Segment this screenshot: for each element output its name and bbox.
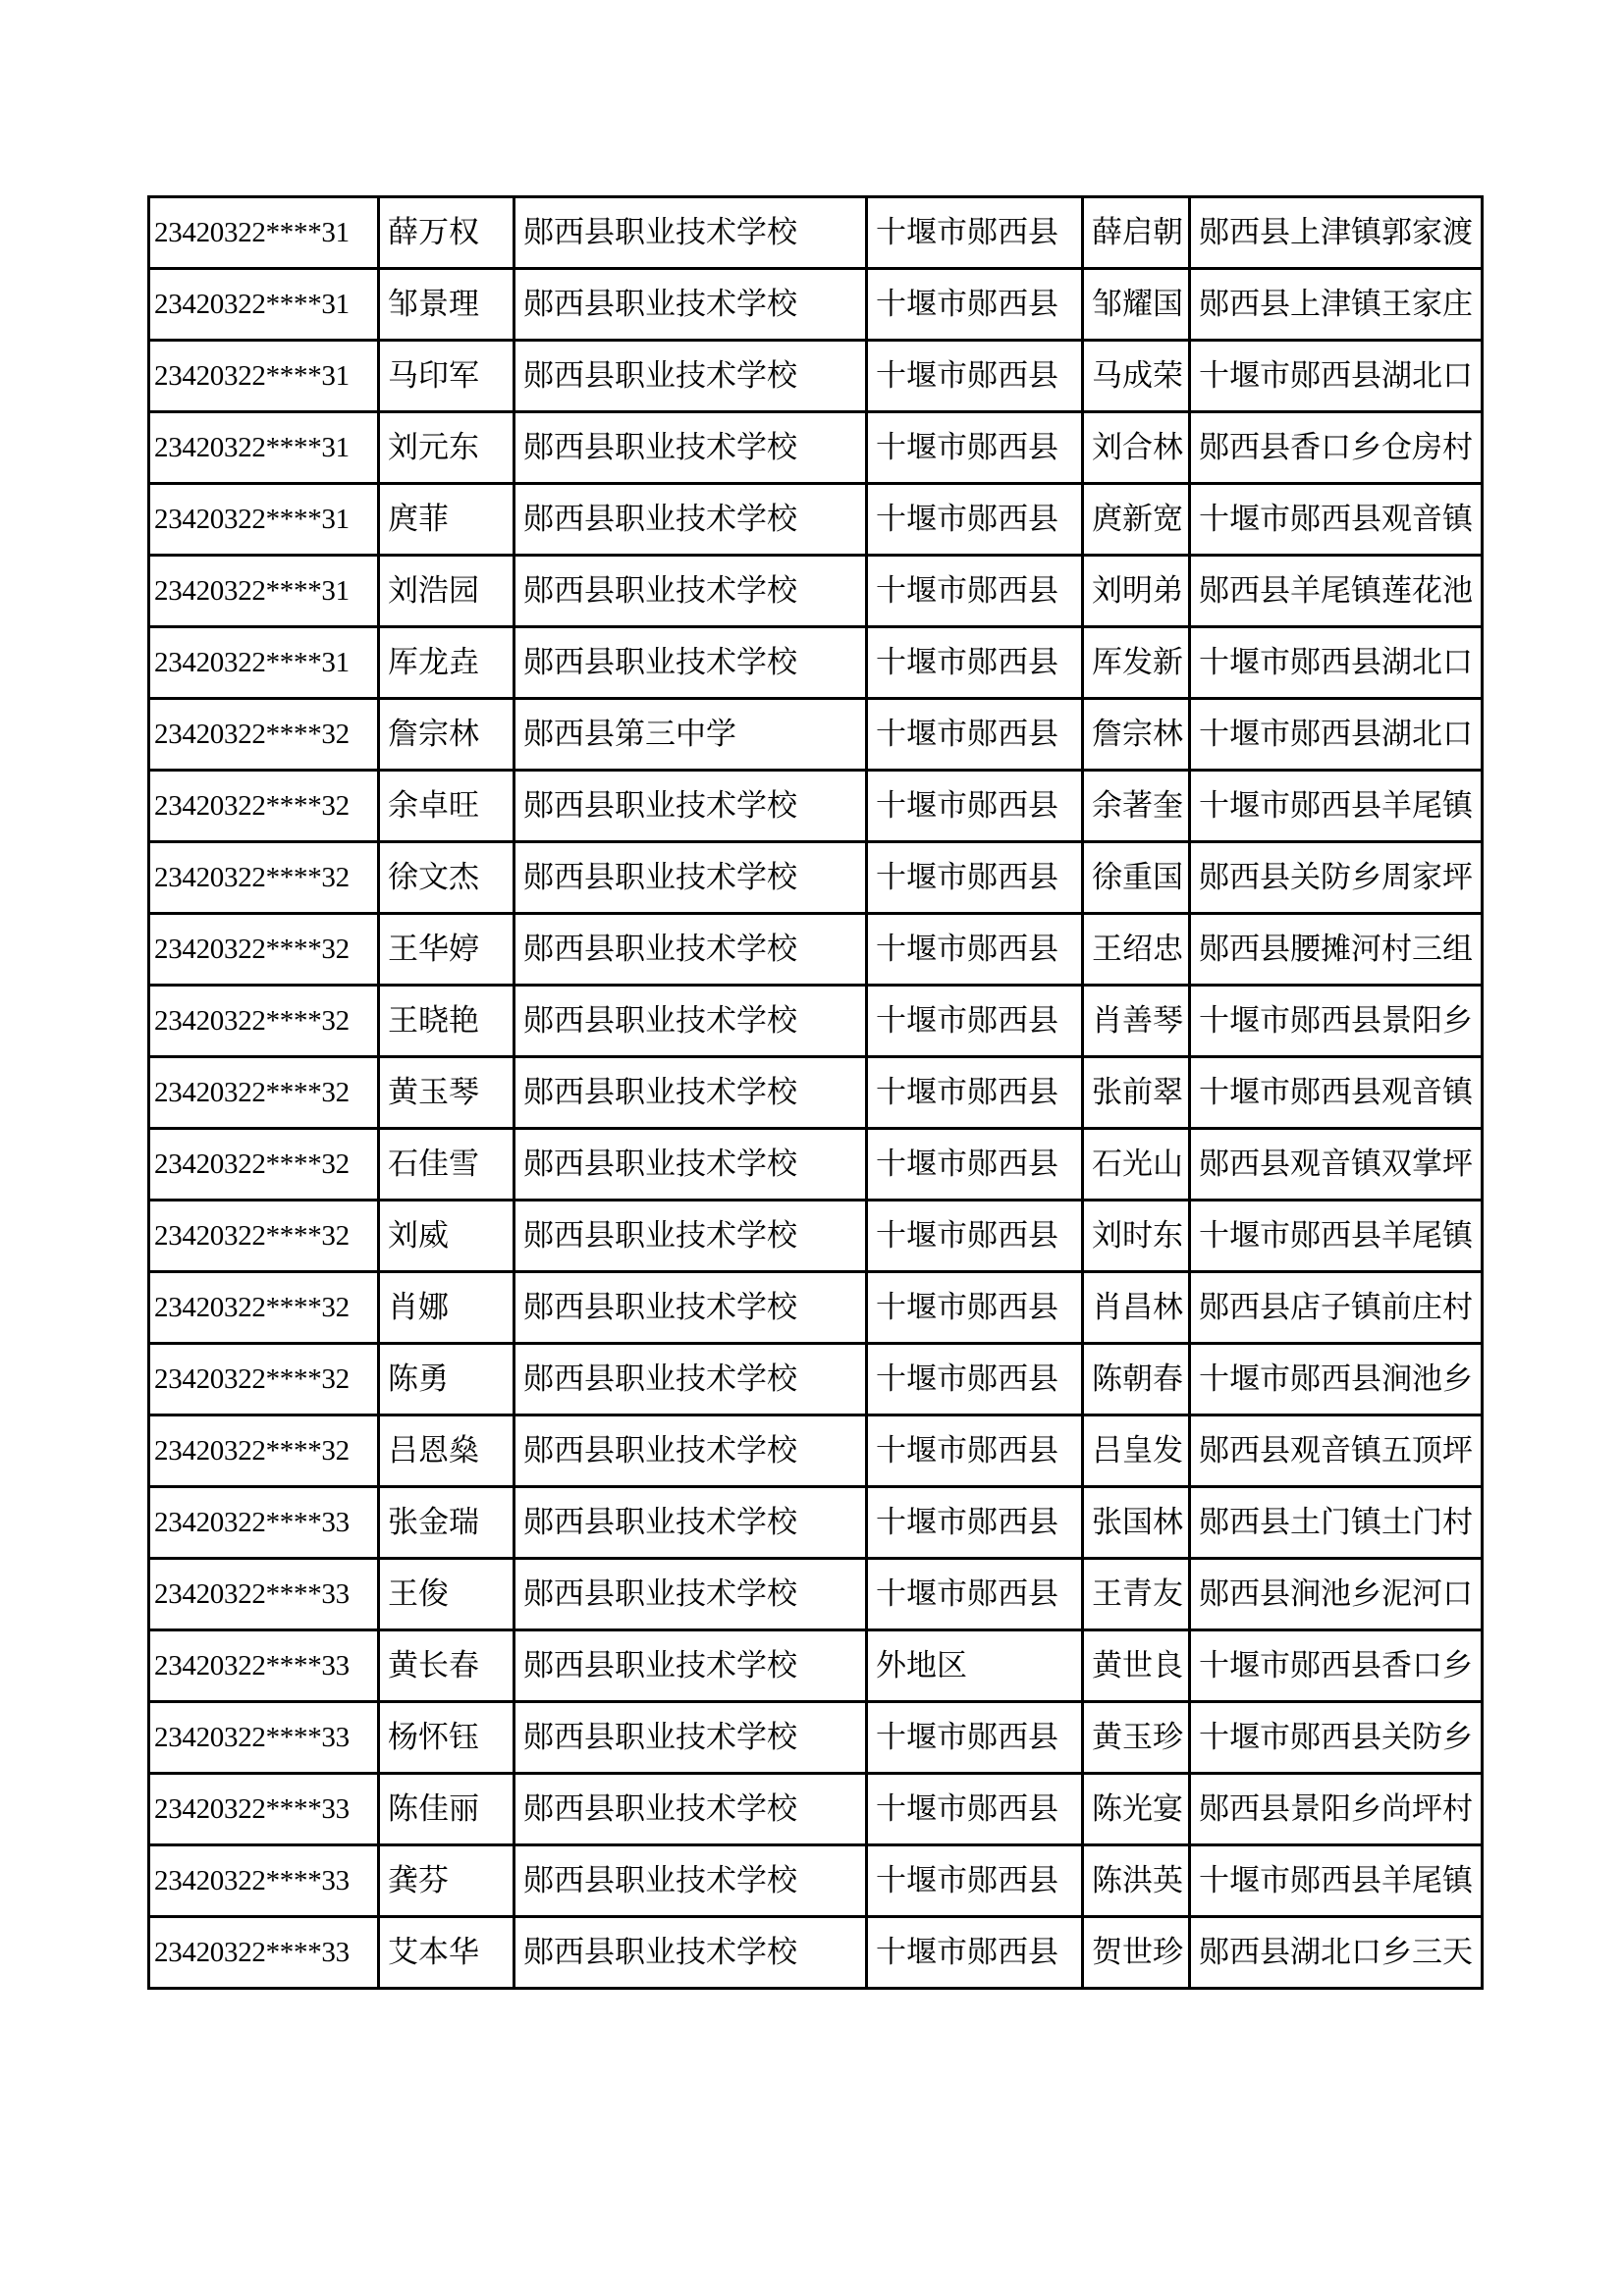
table-row bbox=[149, 1272, 1483, 1344]
region-cell: 十堰市郧西县 bbox=[867, 986, 1083, 1057]
school-cell: 郧西县职业技术学校 bbox=[514, 556, 867, 627]
student-id-cell: 23420322****32 bbox=[149, 842, 379, 914]
table-row bbox=[149, 269, 1483, 341]
address-cell: 十堰市郧西县观音镇 bbox=[1190, 1057, 1483, 1129]
table-row bbox=[149, 986, 1483, 1057]
guardian-name-cell: 张前翠 bbox=[1083, 1057, 1190, 1129]
guardian-name-cell: 肖善琴 bbox=[1083, 986, 1190, 1057]
student-name-cell: 陈佳丽 bbox=[379, 1774, 514, 1845]
student-id-cell: 23420322****32 bbox=[149, 1272, 379, 1344]
table-row bbox=[149, 197, 1483, 269]
school-cell: 郧西县职业技术学校 bbox=[514, 1344, 867, 1415]
student-id-cell: 23420322****31 bbox=[149, 341, 379, 412]
school-cell: 郧西县职业技术学校 bbox=[514, 269, 867, 341]
guardian-name-cell: 王绍忠 bbox=[1083, 914, 1190, 986]
student-id-cell: 23420322****31 bbox=[149, 556, 379, 627]
region-cell: 十堰市郧西县 bbox=[867, 1559, 1083, 1630]
guardian-name-cell: 庹新宽 bbox=[1083, 484, 1190, 556]
school-cell: 郧西县职业技术学校 bbox=[514, 986, 867, 1057]
address-cell: 郧西县香口乡仓房村 bbox=[1190, 412, 1483, 484]
address-cell: 郧西县土门镇土门村 bbox=[1190, 1487, 1483, 1559]
address-cell: 郧西县观音镇双掌坪 bbox=[1190, 1129, 1483, 1201]
student-id-cell: 23420322****33 bbox=[149, 1487, 379, 1559]
student-id-cell: 23420322****33 bbox=[149, 1559, 379, 1630]
school-cell: 郧西县职业技术学校 bbox=[514, 1201, 867, 1272]
region-cell: 十堰市郧西县 bbox=[867, 556, 1083, 627]
region-cell: 十堰市郧西县 bbox=[867, 842, 1083, 914]
guardian-name-cell: 余著奎 bbox=[1083, 771, 1190, 842]
student-name-cell: 刘威 bbox=[379, 1201, 514, 1272]
student-name-cell: 龚芬 bbox=[379, 1845, 514, 1917]
student-name-cell: 吕恩燊 bbox=[379, 1415, 514, 1487]
table-row bbox=[149, 1129, 1483, 1201]
table-row bbox=[149, 341, 1483, 412]
student-name-cell: 厍龙垚 bbox=[379, 627, 514, 699]
guardian-name-cell: 张国林 bbox=[1083, 1487, 1190, 1559]
school-cell: 郧西县职业技术学校 bbox=[514, 914, 867, 986]
student-name-cell: 黄玉琴 bbox=[379, 1057, 514, 1129]
student-id-cell: 23420322****32 bbox=[149, 1057, 379, 1129]
school-cell: 郧西县职业技术学校 bbox=[514, 1917, 867, 1989]
region-cell: 十堰市郧西县 bbox=[867, 699, 1083, 771]
region-cell: 十堰市郧西县 bbox=[867, 412, 1083, 484]
guardian-name-cell: 刘合林 bbox=[1083, 412, 1190, 484]
table-row bbox=[149, 1487, 1483, 1559]
table-row bbox=[149, 412, 1483, 484]
region-cell: 十堰市郧西县 bbox=[867, 197, 1083, 269]
student-id-cell: 23420322****32 bbox=[149, 914, 379, 986]
guardian-name-cell: 黄玉珍 bbox=[1083, 1702, 1190, 1774]
student-name-cell: 庹菲 bbox=[379, 484, 514, 556]
guardian-name-cell: 陈朝春 bbox=[1083, 1344, 1190, 1415]
student-id-cell: 23420322****33 bbox=[149, 1702, 379, 1774]
student-name-cell: 邹景理 bbox=[379, 269, 514, 341]
address-cell: 郧西县腰摊河村三组 bbox=[1190, 914, 1483, 986]
address-cell: 十堰市郧西县湖北口 bbox=[1190, 341, 1483, 412]
student-id-cell: 23420322****31 bbox=[149, 197, 379, 269]
student-id-cell: 23420322****32 bbox=[149, 1344, 379, 1415]
guardian-name-cell: 徐重国 bbox=[1083, 842, 1190, 914]
student-name-cell: 陈勇 bbox=[379, 1344, 514, 1415]
table-row bbox=[149, 1702, 1483, 1774]
table-row bbox=[149, 1344, 1483, 1415]
table-row bbox=[149, 1559, 1483, 1630]
student-name-cell: 王华婷 bbox=[379, 914, 514, 986]
region-cell: 十堰市郧西县 bbox=[867, 269, 1083, 341]
region-cell: 十堰市郧西县 bbox=[867, 914, 1083, 986]
guardian-name-cell: 邹耀国 bbox=[1083, 269, 1190, 341]
student-id-cell: 23420322****32 bbox=[149, 1415, 379, 1487]
student-id-cell: 23420322****32 bbox=[149, 986, 379, 1057]
school-cell: 郧西县职业技术学校 bbox=[514, 341, 867, 412]
region-cell: 外地区 bbox=[867, 1630, 1083, 1702]
region-cell: 十堰市郧西县 bbox=[867, 341, 1083, 412]
student-roster-table bbox=[147, 195, 1484, 1990]
roster-body bbox=[149, 197, 1483, 1989]
school-cell: 郧西县职业技术学校 bbox=[514, 1774, 867, 1845]
document-page bbox=[147, 195, 1481, 1990]
region-cell: 十堰市郧西县 bbox=[867, 1129, 1083, 1201]
region-cell: 十堰市郧西县 bbox=[867, 627, 1083, 699]
table-row bbox=[149, 627, 1483, 699]
student-id-cell: 23420322****33 bbox=[149, 1917, 379, 1989]
address-cell: 十堰市郧西县香口乡 bbox=[1190, 1630, 1483, 1702]
table-row bbox=[149, 914, 1483, 986]
student-name-cell: 余卓旺 bbox=[379, 771, 514, 842]
student-name-cell: 马印军 bbox=[379, 341, 514, 412]
student-name-cell: 刘元东 bbox=[379, 412, 514, 484]
region-cell: 十堰市郧西县 bbox=[867, 1057, 1083, 1129]
school-cell: 郧西县职业技术学校 bbox=[514, 1702, 867, 1774]
region-cell: 十堰市郧西县 bbox=[867, 771, 1083, 842]
region-cell: 十堰市郧西县 bbox=[867, 1415, 1083, 1487]
table-row bbox=[149, 484, 1483, 556]
table-row bbox=[149, 556, 1483, 627]
table-row bbox=[149, 1630, 1483, 1702]
address-cell: 郧西县上津镇郭家渡 bbox=[1190, 197, 1483, 269]
guardian-name-cell: 石光山 bbox=[1083, 1129, 1190, 1201]
school-cell: 郧西县职业技术学校 bbox=[514, 197, 867, 269]
school-cell: 郧西县职业技术学校 bbox=[514, 1415, 867, 1487]
address-cell: 郧西县上津镇王家庄 bbox=[1190, 269, 1483, 341]
region-cell: 十堰市郧西县 bbox=[867, 1702, 1083, 1774]
table-row bbox=[149, 1415, 1483, 1487]
region-cell: 十堰市郧西县 bbox=[867, 1487, 1083, 1559]
address-cell: 十堰市郧西县湖北口 bbox=[1190, 699, 1483, 771]
address-cell: 十堰市郧西县羊尾镇 bbox=[1190, 1845, 1483, 1917]
guardian-name-cell: 刘明弟 bbox=[1083, 556, 1190, 627]
guardian-name-cell: 陈洪英 bbox=[1083, 1845, 1190, 1917]
student-name-cell: 王俊 bbox=[379, 1559, 514, 1630]
school-cell: 郧西县职业技术学校 bbox=[514, 1129, 867, 1201]
school-cell: 郧西县第三中学 bbox=[514, 699, 867, 771]
address-cell: 十堰市郧西县羊尾镇 bbox=[1190, 1201, 1483, 1272]
region-cell: 十堰市郧西县 bbox=[867, 484, 1083, 556]
region-cell: 十堰市郧西县 bbox=[867, 1201, 1083, 1272]
guardian-name-cell: 贺世珍 bbox=[1083, 1917, 1190, 1989]
student-id-cell: 23420322****31 bbox=[149, 484, 379, 556]
region-cell: 十堰市郧西县 bbox=[867, 1845, 1083, 1917]
student-name-cell: 徐文杰 bbox=[379, 842, 514, 914]
address-cell: 郧西县景阳乡尚坪村 bbox=[1190, 1774, 1483, 1845]
student-id-cell: 23420322****31 bbox=[149, 269, 379, 341]
region-cell: 十堰市郧西县 bbox=[867, 1917, 1083, 1989]
table-row bbox=[149, 1774, 1483, 1845]
table-row bbox=[149, 1845, 1483, 1917]
school-cell: 郧西县职业技术学校 bbox=[514, 1487, 867, 1559]
school-cell: 郧西县职业技术学校 bbox=[514, 1057, 867, 1129]
address-cell: 十堰市郧西县观音镇 bbox=[1190, 484, 1483, 556]
student-name-cell: 肖娜 bbox=[379, 1272, 514, 1344]
guardian-name-cell: 詹宗林 bbox=[1083, 699, 1190, 771]
guardian-name-cell: 马成荣 bbox=[1083, 341, 1190, 412]
address-cell: 十堰市郧西县景阳乡 bbox=[1190, 986, 1483, 1057]
student-name-cell: 艾本华 bbox=[379, 1917, 514, 1989]
student-id-cell: 23420322****33 bbox=[149, 1630, 379, 1702]
region-cell: 十堰市郧西县 bbox=[867, 1344, 1083, 1415]
guardian-name-cell: 黄世良 bbox=[1083, 1630, 1190, 1702]
student-name-cell: 詹宗林 bbox=[379, 699, 514, 771]
address-cell: 郧西县观音镇五顶坪 bbox=[1190, 1415, 1483, 1487]
guardian-name-cell: 薛启朝 bbox=[1083, 197, 1190, 269]
student-id-cell: 23420322****32 bbox=[149, 1201, 379, 1272]
school-cell: 郧西县职业技术学校 bbox=[514, 627, 867, 699]
student-name-cell: 薛万权 bbox=[379, 197, 514, 269]
address-cell: 十堰市郧西县涧池乡 bbox=[1190, 1344, 1483, 1415]
student-id-cell: 23420322****33 bbox=[149, 1845, 379, 1917]
guardian-name-cell: 刘时东 bbox=[1083, 1201, 1190, 1272]
student-name-cell: 黄长春 bbox=[379, 1630, 514, 1702]
student-name-cell: 刘浩园 bbox=[379, 556, 514, 627]
address-cell: 郧西县店子镇前庄村 bbox=[1190, 1272, 1483, 1344]
table-row bbox=[149, 1201, 1483, 1272]
address-cell: 十堰市郧西县关防乡 bbox=[1190, 1702, 1483, 1774]
region-cell: 十堰市郧西县 bbox=[867, 1272, 1083, 1344]
student-id-cell: 23420322****31 bbox=[149, 412, 379, 484]
student-id-cell: 23420322****32 bbox=[149, 699, 379, 771]
student-name-cell: 张金瑞 bbox=[379, 1487, 514, 1559]
school-cell: 郧西县职业技术学校 bbox=[514, 1845, 867, 1917]
school-cell: 郧西县职业技术学校 bbox=[514, 1559, 867, 1630]
table-row bbox=[149, 771, 1483, 842]
student-name-cell: 王晓艳 bbox=[379, 986, 514, 1057]
student-name-cell: 杨怀钰 bbox=[379, 1702, 514, 1774]
guardian-name-cell: 厍发新 bbox=[1083, 627, 1190, 699]
student-id-cell: 23420322****33 bbox=[149, 1774, 379, 1845]
school-cell: 郧西县职业技术学校 bbox=[514, 1272, 867, 1344]
table-row bbox=[149, 699, 1483, 771]
guardian-name-cell: 陈光宴 bbox=[1083, 1774, 1190, 1845]
student-name-cell: 石佳雪 bbox=[379, 1129, 514, 1201]
school-cell: 郧西县职业技术学校 bbox=[514, 771, 867, 842]
guardian-name-cell: 吕皇发 bbox=[1083, 1415, 1190, 1487]
region-cell: 十堰市郧西县 bbox=[867, 1774, 1083, 1845]
school-cell: 郧西县职业技术学校 bbox=[514, 842, 867, 914]
school-cell: 郧西县职业技术学校 bbox=[514, 1630, 867, 1702]
address-cell: 郧西县湖北口乡三天 bbox=[1190, 1917, 1483, 1989]
address-cell: 郧西县涧池乡泥河口 bbox=[1190, 1559, 1483, 1630]
address-cell: 十堰市郧西县羊尾镇 bbox=[1190, 771, 1483, 842]
school-cell: 郧西县职业技术学校 bbox=[514, 412, 867, 484]
address-cell: 十堰市郧西县湖北口 bbox=[1190, 627, 1483, 699]
guardian-name-cell: 肖昌林 bbox=[1083, 1272, 1190, 1344]
student-id-cell: 23420322****32 bbox=[149, 1129, 379, 1201]
student-id-cell: 23420322****32 bbox=[149, 771, 379, 842]
school-cell: 郧西县职业技术学校 bbox=[514, 484, 867, 556]
address-cell: 郧西县关防乡周家坪 bbox=[1190, 842, 1483, 914]
table-row bbox=[149, 842, 1483, 914]
student-id-cell: 23420322****31 bbox=[149, 627, 379, 699]
address-cell: 郧西县羊尾镇莲花池 bbox=[1190, 556, 1483, 627]
table-row bbox=[149, 1917, 1483, 1989]
guardian-name-cell: 王青友 bbox=[1083, 1559, 1190, 1630]
table-row bbox=[149, 1057, 1483, 1129]
